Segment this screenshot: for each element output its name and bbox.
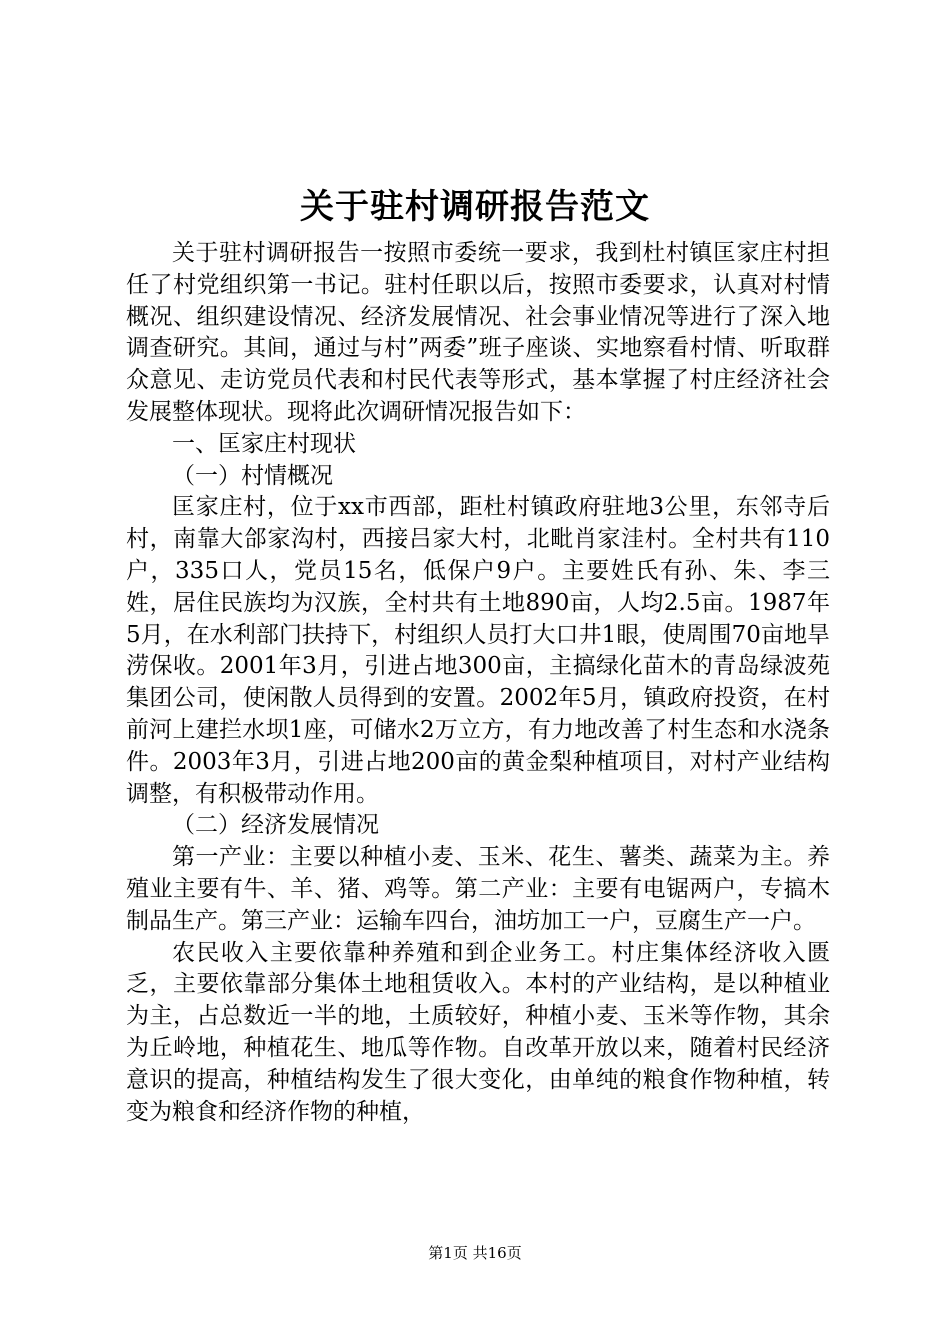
paragraph-intro: 关于驻村调研报告一按照市委统一要求，我到杜村镇匡家庄村担任了村党组织第一书记。驻村任职以后，按照市委要求，认真对村情概况、组织建设情况、经济发展情况、社会事业情况等进行了深入地调查研究。其间，通过与村”两委”班子座谈、实地察看村情、听取群众意见、走访党员代表和村民代表等形式，基本掌握了村庄经济社会发展整体现状。现将此次调研情况报告如下： bbox=[126, 240, 830, 425]
subheading-economic-development: （二）经济发展情况 bbox=[172, 812, 379, 839]
paragraph-village-overview: 匡家庄村，位于xx市西部，距杜村镇政府驻地3公里，东邻寺后村，南靠大郃家沟村，西接吕家大村，北毗肖家洼村。全村共有110户，335口人，党员15名，低保户9户。主要姓氏有孙、朱、李三姓，居住民族均为汉族，全村共有土地890亩，人均2.5亩。1987年5月，在水利部门扶持下，村组织人员打大口井1眼，使周围70亩地旱涝保收。2001年3月，引进占地300亩，主搞绿化苗木的青岛绿波苑集团公司，使闲散人员得到的安置。2002年5月，镇政府投资，在村前河上建拦水坝1座，可储水2万立方，有力地改善了村生态和水浇条件。2003年3月，引进占地200亩的黄金梨种植项目，对村产业结构调整，有积极带动作用。 bbox=[126, 494, 830, 807]
page-number-footer: 第1页 共16页 bbox=[428, 1244, 522, 1262]
document-body bbox=[126, 238, 830, 1128]
paragraph-industries: 第一产业：主要以种植小麦、玉米、花生、薯类、蔬菜为主。养殖业主要有牛、羊、猪、鸡等。第二产业：主要有电锯两户，专搞木制品生产。第三产业：运输车四台，油坊加工一户，豆腐生产一户。 bbox=[126, 844, 830, 934]
heading-village-status: 一、匡家庄村现状 bbox=[172, 430, 356, 457]
paragraph-farmer-income: 农民收入主要依靠种养殖和到企业务工。村庄集体经济收入匮乏，主要依靠部分集体土地租赁收入。本村的产业结构，是以种植业为主，占总数近一半的地，土质较好，种植小麦、玉米等作物，其余为丘岭地，种植花生、地瓜等作物。自改革开放以来，随着村民经济意识的提高，种植结构发生了很大变化，由单纯的粮食作物种植，转变为粮食和经济作物的种植， bbox=[126, 939, 830, 1125]
subheading-village-overview: （一）村情概况 bbox=[172, 462, 333, 489]
document-title: 关于驻村调研报告范文 bbox=[300, 187, 650, 227]
